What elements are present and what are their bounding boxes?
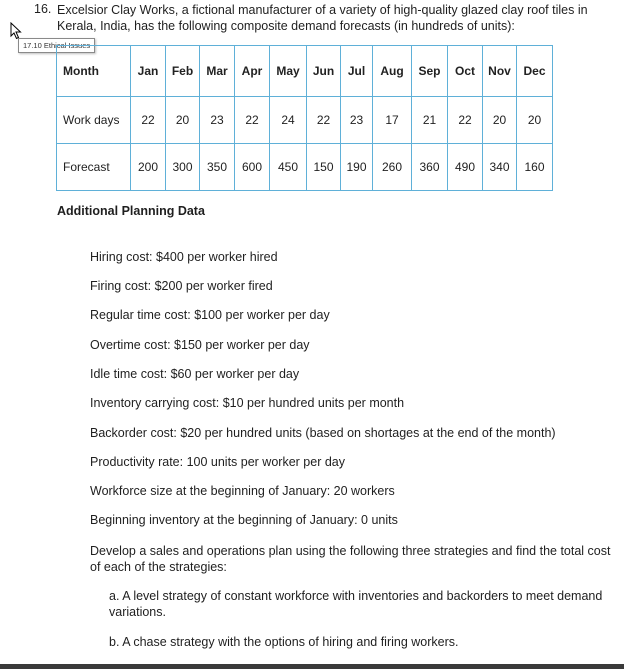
planning-item-inventory-carrying-cost: Inventory carrying cost: $10 per hundred units per month (90, 396, 405, 410)
planning-item-beginning-inventory: Beginning inventory at the beginning of January: 0 units (90, 513, 398, 527)
table-header-row (57, 46, 553, 97)
row-label: Forecast (57, 144, 131, 191)
table-header: Jul (341, 46, 373, 97)
planning-item-hiring-cost: Hiring cost: $400 per worker hired (90, 250, 278, 264)
table-header: Feb (166, 46, 200, 97)
table-header: Month (57, 46, 131, 97)
table-cell: 350 (200, 144, 235, 191)
demand-forecast-table (56, 45, 553, 191)
table-cell: 23 (341, 97, 373, 144)
question-text: Excelsior Clay Works, a fictional manufacturer of a variety of high-quality glazed clay roof tiles in Kerala, India, has the following composite demand forecasts (in hundreds of units): (57, 3, 588, 33)
table-cell: 23 (200, 97, 235, 144)
section-heading: Additional Planning Data (57, 204, 205, 218)
bottom-edge-bar (0, 664, 624, 669)
table-row (57, 97, 553, 144)
planning-item-backorder-cost: Backorder cost: $20 per hundred units (based on shortages at the end of the month) (90, 426, 556, 440)
row-label: Work days (57, 97, 131, 144)
table-cell: 20 (483, 97, 517, 144)
table-header: Apr (235, 46, 270, 97)
planning-item-idle-time-cost: Idle time cost: $60 per worker per day (90, 367, 300, 381)
planning-item-firing-cost: Firing cost: $200 per worker fired (90, 279, 273, 293)
instruction-text: Develop a sales and operations plan using the following three strategies and find the total cost of each of the strategies: (90, 544, 611, 574)
table-cell: 190 (341, 144, 373, 191)
table-cell: 450 (270, 144, 307, 191)
table-cell: 360 (412, 144, 448, 191)
table-cell: 160 (517, 144, 553, 191)
strategy-item-b: b. A chase strategy with the options of hiring and firing workers. (109, 635, 459, 649)
table-cell: 21 (412, 97, 448, 144)
table-cell: 260 (373, 144, 412, 191)
table-cell: 24 (270, 97, 307, 144)
table-cell: 150 (307, 144, 341, 191)
table-header: Oct (448, 46, 483, 97)
table-cell: 200 (131, 144, 166, 191)
table-cell: 22 (448, 97, 483, 144)
table-row (57, 144, 553, 191)
planning-item-overtime-cost: Overtime cost: $150 per worker per day (90, 338, 310, 352)
strategy-item-a: a. A level strategy of constant workforce with inventories and backorders to meet demand variations. (109, 589, 603, 619)
table-cell: 300 (166, 144, 200, 191)
table-header: Aug (373, 46, 412, 97)
table-cell: 490 (448, 144, 483, 191)
question-number: 16. (34, 2, 52, 16)
table-cell: 600 (235, 144, 270, 191)
table-header: Sep (412, 46, 448, 97)
table-header: Jun (307, 46, 341, 97)
table-cell: 20 (166, 97, 200, 144)
planning-item-regular-time-cost: Regular time cost: $100 per worker per day (90, 308, 330, 322)
table-cell: 22 (131, 97, 166, 144)
planning-item-productivity-rate: Productivity rate: 100 units per worker per day (90, 455, 345, 469)
table-cell: 340 (483, 144, 517, 191)
table-header: Jan (131, 46, 166, 97)
table-header: Nov (483, 46, 517, 97)
table-cell: 20 (517, 97, 553, 144)
table-cell: 22 (307, 97, 341, 144)
section-tooltip: 17.10 Ethical Issues (18, 38, 95, 53)
table-header: May (270, 46, 307, 97)
table-header: Dec (517, 46, 553, 97)
table-header: Mar (200, 46, 235, 97)
planning-item-workforce-size: Workforce size at the beginning of January: 20 workers (90, 484, 395, 498)
table-cell: 22 (235, 97, 270, 144)
table-cell: 17 (373, 97, 412, 144)
